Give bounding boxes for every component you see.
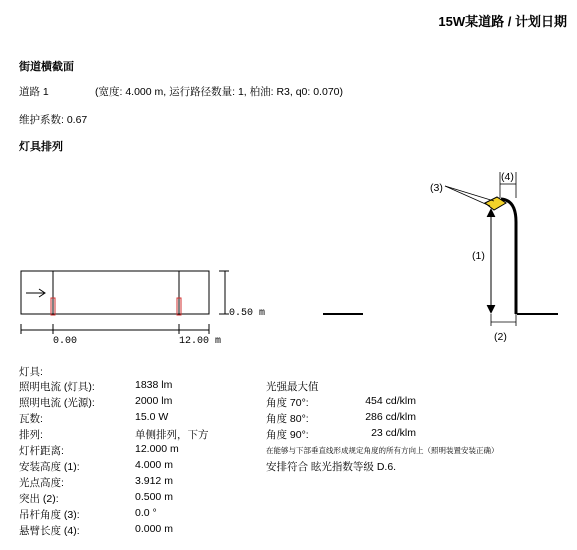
luminaire-label: 安装高度 (1): bbox=[19, 461, 80, 473]
label-mount-height: (1) bbox=[472, 250, 485, 262]
luminaire-value: 2000 lm bbox=[135, 395, 173, 407]
maintenance-factor: 维护系数: 0.67 bbox=[19, 114, 88, 126]
luminaire-value: 0.500 m bbox=[135, 491, 173, 503]
road-params: (宽度: 4.000 m, 运行路径数量: 1, 柏油: R3, q0: 0.070) bbox=[95, 86, 343, 98]
luminaire-label: 悬臂长度 (4): bbox=[19, 525, 80, 537]
luminaire-value: 15.0 W bbox=[135, 411, 169, 423]
glare-class: 安排符合 眩光指数等级 D.6. bbox=[266, 461, 397, 473]
intensity-heading: 光强最大值 bbox=[266, 381, 319, 393]
pole bbox=[501, 199, 516, 314]
axis-end-label: 12.00 m bbox=[179, 336, 222, 347]
luminaire-value: 12.000 m bbox=[135, 443, 179, 455]
luminaire-label: 灯杆距离: bbox=[19, 445, 64, 457]
intensity-value: 23 cd/klm bbox=[371, 427, 416, 439]
label-tilt: (3) bbox=[430, 182, 443, 194]
label-overhang: (2) bbox=[494, 331, 507, 343]
luminaire-value: 0.000 m bbox=[135, 523, 173, 535]
cross-section-title: 街道横截面 bbox=[19, 61, 74, 73]
arrangement-title: 灯具排列 bbox=[19, 141, 63, 153]
page-title: 15W某道路 / 计划日期 bbox=[438, 14, 567, 29]
luminaire-label: 光点高度: bbox=[19, 477, 64, 489]
luminaire-label: 瓦数: bbox=[19, 413, 43, 425]
height-label: 0.50 m bbox=[229, 308, 266, 319]
luminaire-value: 1838 lm bbox=[135, 379, 173, 391]
luminaire-label: 突出 (2): bbox=[19, 493, 59, 505]
luminaire-heading: 灯具: bbox=[19, 366, 43, 378]
label-arm-length: (4) bbox=[501, 171, 514, 183]
luminaire-value: 0.0 ° bbox=[135, 507, 157, 519]
luminaire-label: 排列: bbox=[19, 429, 43, 441]
luminaire-label: 照明电流 (光源): bbox=[19, 397, 95, 409]
road-name: 道路 1 bbox=[19, 86, 49, 98]
axis-start-label: 0.00 bbox=[53, 336, 78, 347]
luminaire-value: 4.000 m bbox=[135, 459, 173, 471]
intensity-label: 角度 80°: bbox=[266, 413, 309, 425]
luminaire-value: 3.912 m bbox=[135, 475, 173, 487]
intensity-label: 角度 70°: bbox=[266, 397, 309, 409]
luminaire-value: 单侧排列，下方 bbox=[135, 429, 209, 441]
intensity-note: 在能够与下部垂直线形成规定角度的所有方向上（照明装置安装正确） bbox=[266, 446, 499, 455]
luminaire-label: 吊杆角度 (3): bbox=[19, 509, 80, 521]
tilt-line-b bbox=[445, 186, 490, 206]
intensity-value: 286 cd/klm bbox=[365, 411, 416, 423]
luminaire-label: 照明电流 (灯具): bbox=[19, 381, 95, 393]
height-arrow-head-bottom bbox=[487, 305, 495, 313]
intensity-value: 454 cd/klm bbox=[365, 395, 416, 407]
intensity-label: 角度 90°: bbox=[266, 429, 309, 441]
tilt-line-a bbox=[445, 186, 494, 201]
